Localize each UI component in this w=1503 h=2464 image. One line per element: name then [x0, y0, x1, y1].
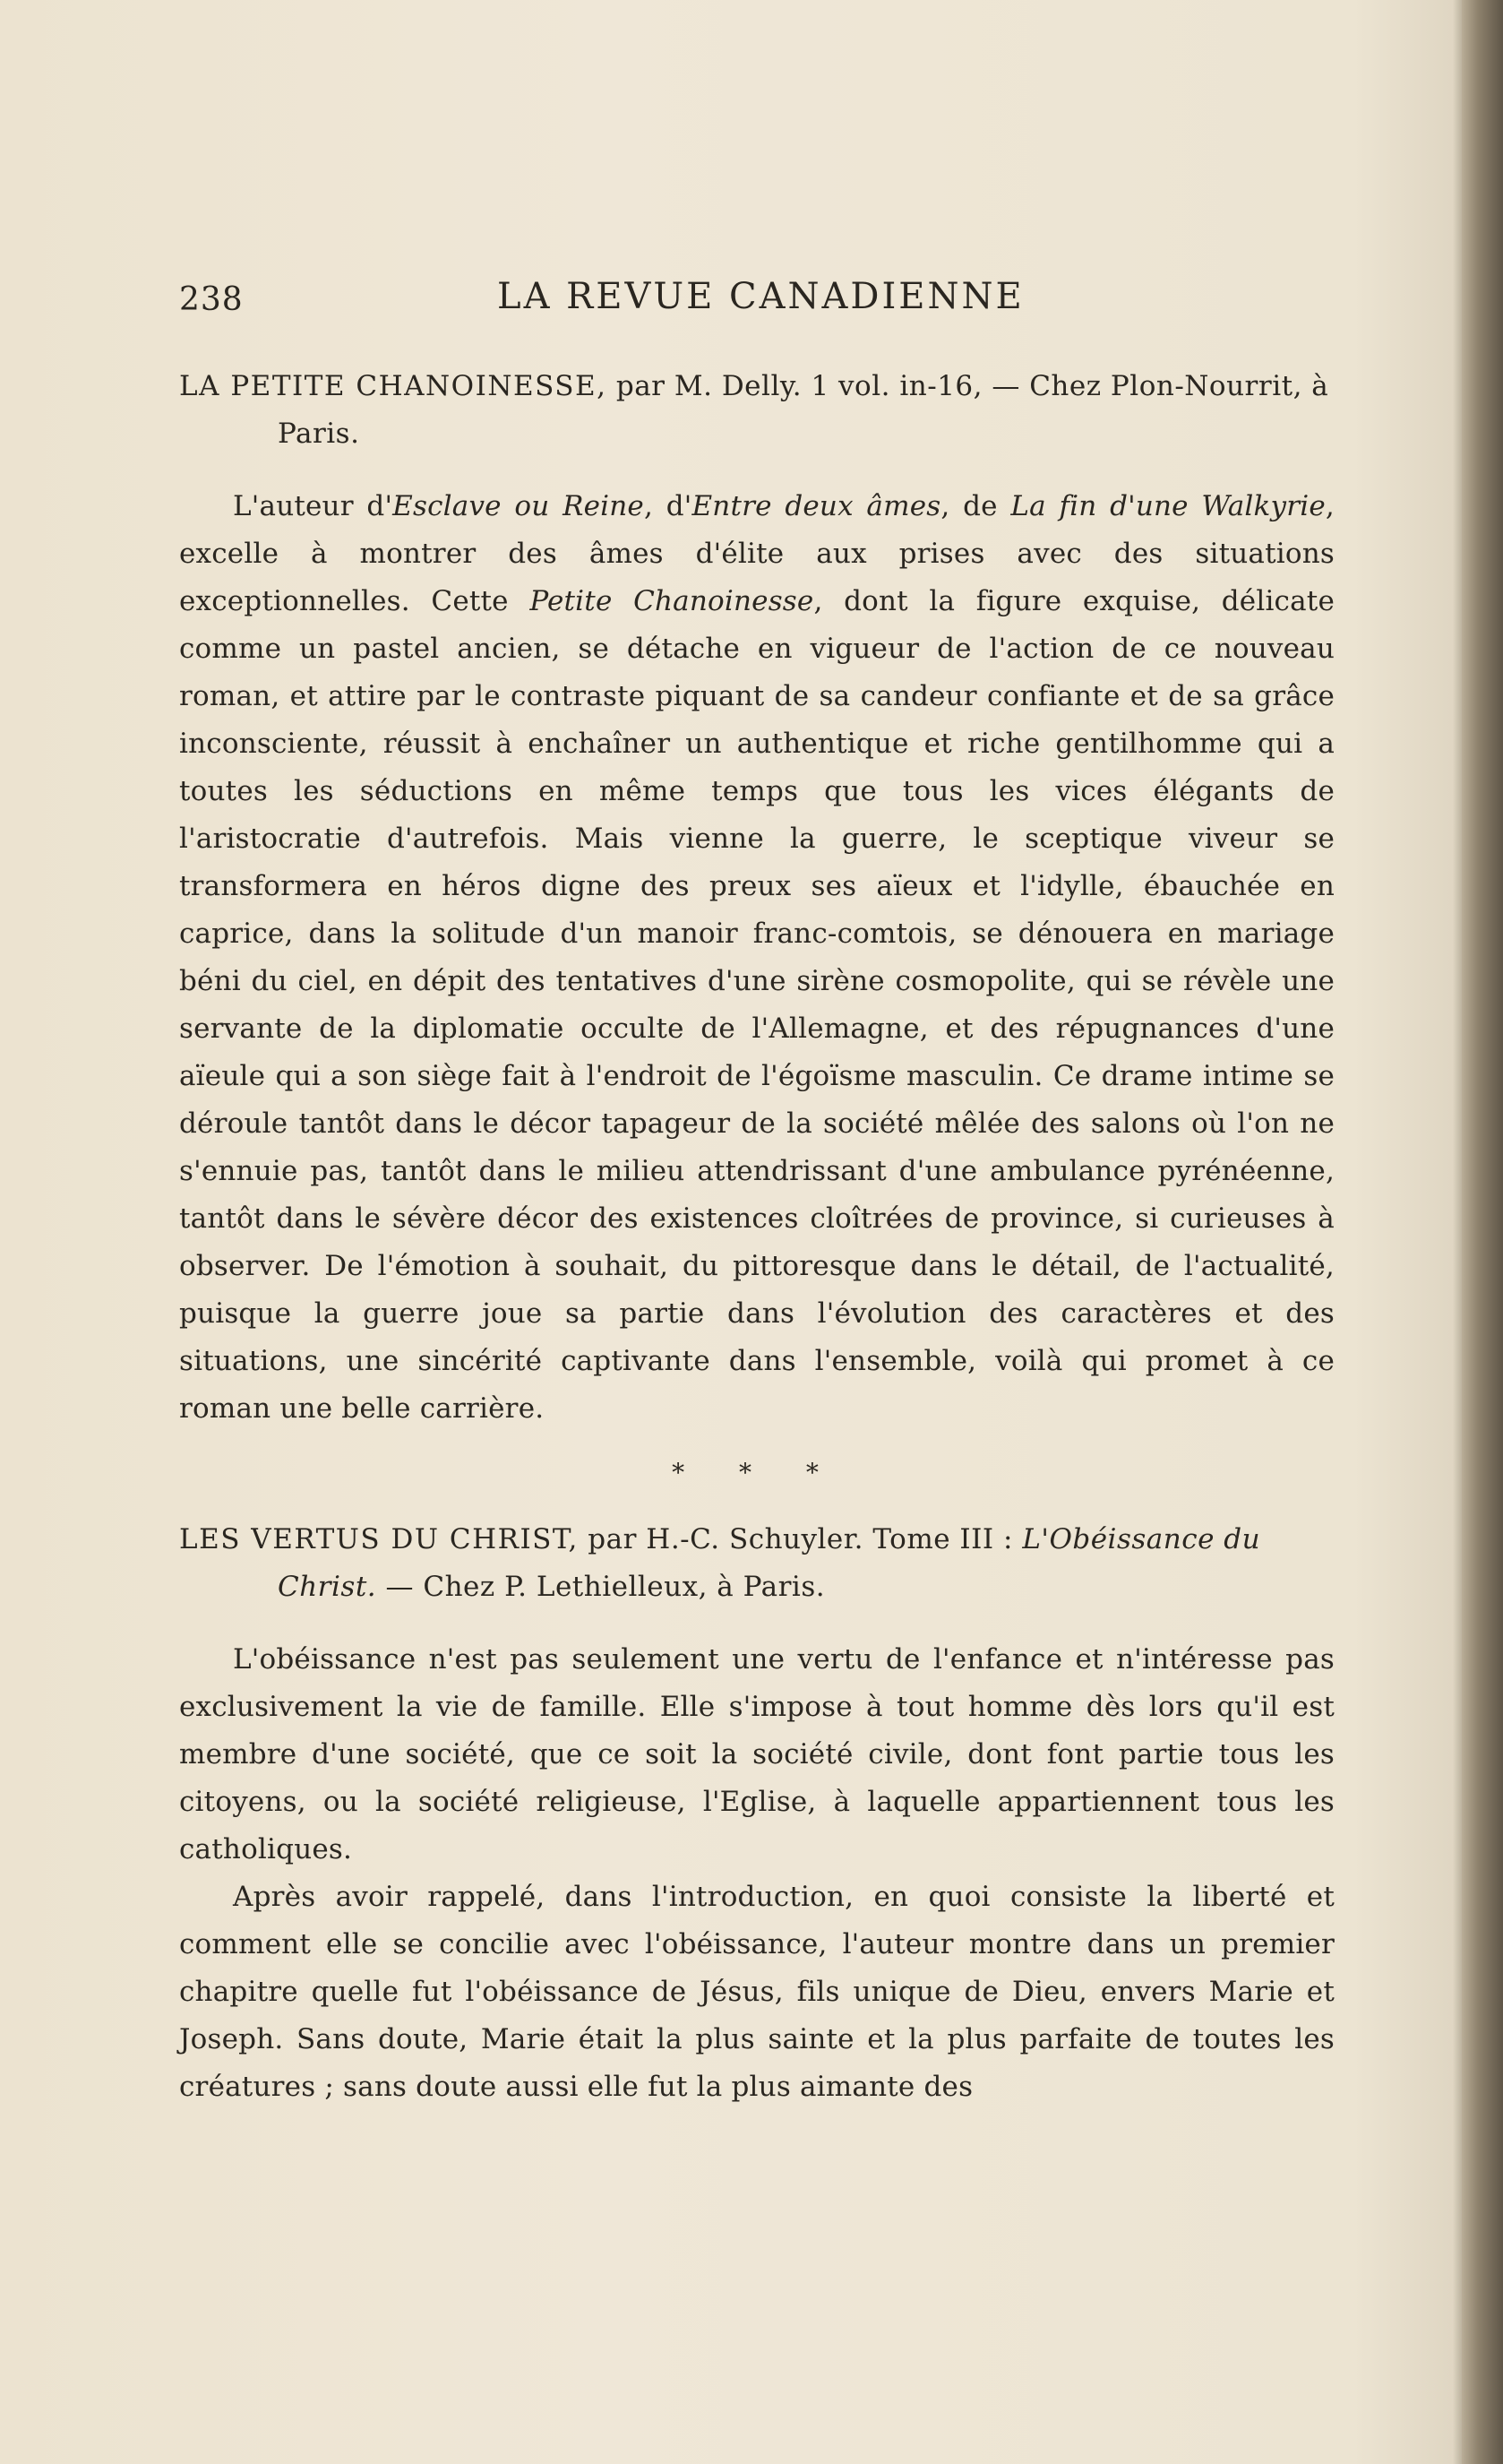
review2-by: par: [588, 1523, 637, 1555]
review1-work-walkyrie: La fin d'une Walkyrie: [1010, 490, 1326, 522]
review1-text-start: L'auteur d': [233, 490, 393, 522]
page-header: [179, 276, 1344, 326]
page-content: [179, 363, 1335, 2111]
review2-heading: [179, 1516, 1335, 1611]
review1-work-esclave: Esclave ou Reine: [392, 490, 644, 522]
review1-details: 1 vol. in-16, — Chez Plon-Nourrit, à Paris.: [278, 370, 1329, 450]
running-head: LA REVUE CANADIENNE: [497, 276, 1025, 317]
review2-tome-title: L'Obéissance du Christ.: [278, 1523, 1261, 1603]
review2-details: — Chez P. Lethielleux, à Paris.: [385, 1571, 826, 1603]
review1-by: par: [615, 370, 666, 402]
page-number: 238: [179, 281, 244, 318]
review1-paragraph: [179, 483, 1335, 1433]
review1-work-entre: Entre deux âmes: [691, 490, 941, 522]
review2-paragraph-1: L'obéissance n'est pas seulement une vertu de l'enfance et n'intéresse pas exclusivement la vie de famille. Elle s'impose à tout homme dès lors qu'il est membre d'une société, que ce soit la société civile, dont font partie tous les citoyens, ou la société religieuse, l'Eglise, à laquelle appartiennent tous les catholiques.: [179, 1643, 1335, 1865]
review1-heading: [179, 363, 1335, 458]
review1-sep1: , d': [643, 490, 692, 522]
review1-sep2: , de: [940, 490, 1011, 522]
review1-author: M. Delly.: [674, 370, 803, 402]
section-separator: * * *: [672, 1458, 842, 1487]
review2-paragraph-2: Après avoir rappelé, dans l'introduction, en quoi consiste la liberté et comment elle se concilie avec l'obéissance, l'auteur montre dans un premier chapitre quelle fut l'obéissance de Jésus, fils unique de Dieu, envers Marie et Joseph. Sans doute, Marie était la plus sainte et la plus parfaite de toutes les créatures ; sans doute aussi elle fut la plus aimante des: [179, 1881, 1335, 2103]
review2-tome: Tome III :: [872, 1523, 1013, 1555]
review1-title: LA PETITE CHANOINESSE,: [179, 370, 607, 402]
review2-author: H.-C. Schuyler.: [646, 1523, 864, 1555]
review1-work-chanoinesse: Petite Chanoinesse: [529, 585, 814, 617]
review1-text-mid: , excelle à montrer des âmes d'élite aux prises avec des situations exceptionnelles. Cette: [179, 490, 1335, 617]
page-gutter-shadow: [1453, 0, 1462, 2464]
review2-title: LES VERTUS DU CHRIST,: [179, 1523, 579, 1555]
book-spine: [1462, 0, 1503, 2464]
review1-text-end: , dont la figure exquise, délicate comme un pastel ancien, se détache en vigueur de l'action de ce nouveau roman, et attire par le contraste piquant de sa candeur confiante et de sa grâce inconsciente, réussit à enchaîner un authentique et riche gentilhomme qui a toutes les séductions en même temps que tous les vices élégants de l'aristocratie d'autrefois. Mais vienne la guerre, le sceptique viveur se transformera en héros digne des preux ses aïeux et l'idylle, ébauchée en caprice, dans la solitude d'un manoir franc-comtois, se dénouera en mariage béni du ciel, en dépit des tentatives d'une sirène cosmopolite, qui se révèle une servante de la diplomatie occulte de l'Allemagne, et des répugnances d'une aïeule qui a son siège fait à l'endroit de l'égoïsme masculin. Ce drame intime se déroule tantôt dans le décor tapageur de la société mêlée des salons où l'on ne s'ennuie pas, tantôt dans le milieu attendrissant d'une ambulance pyrénéenne, tantôt dans le sévère décor des existences cloîtrées de province, si curieuses à observer. De l'émotion à souhait, du pittoresque dans le détail, de l'actualité, puisque la guerre joue sa partie dans l'évolution des caractères et des situations, une sincérité captivante dans l'ensemble, voilà qui promet à ce roman une belle carrière.: [179, 585, 1336, 1425]
